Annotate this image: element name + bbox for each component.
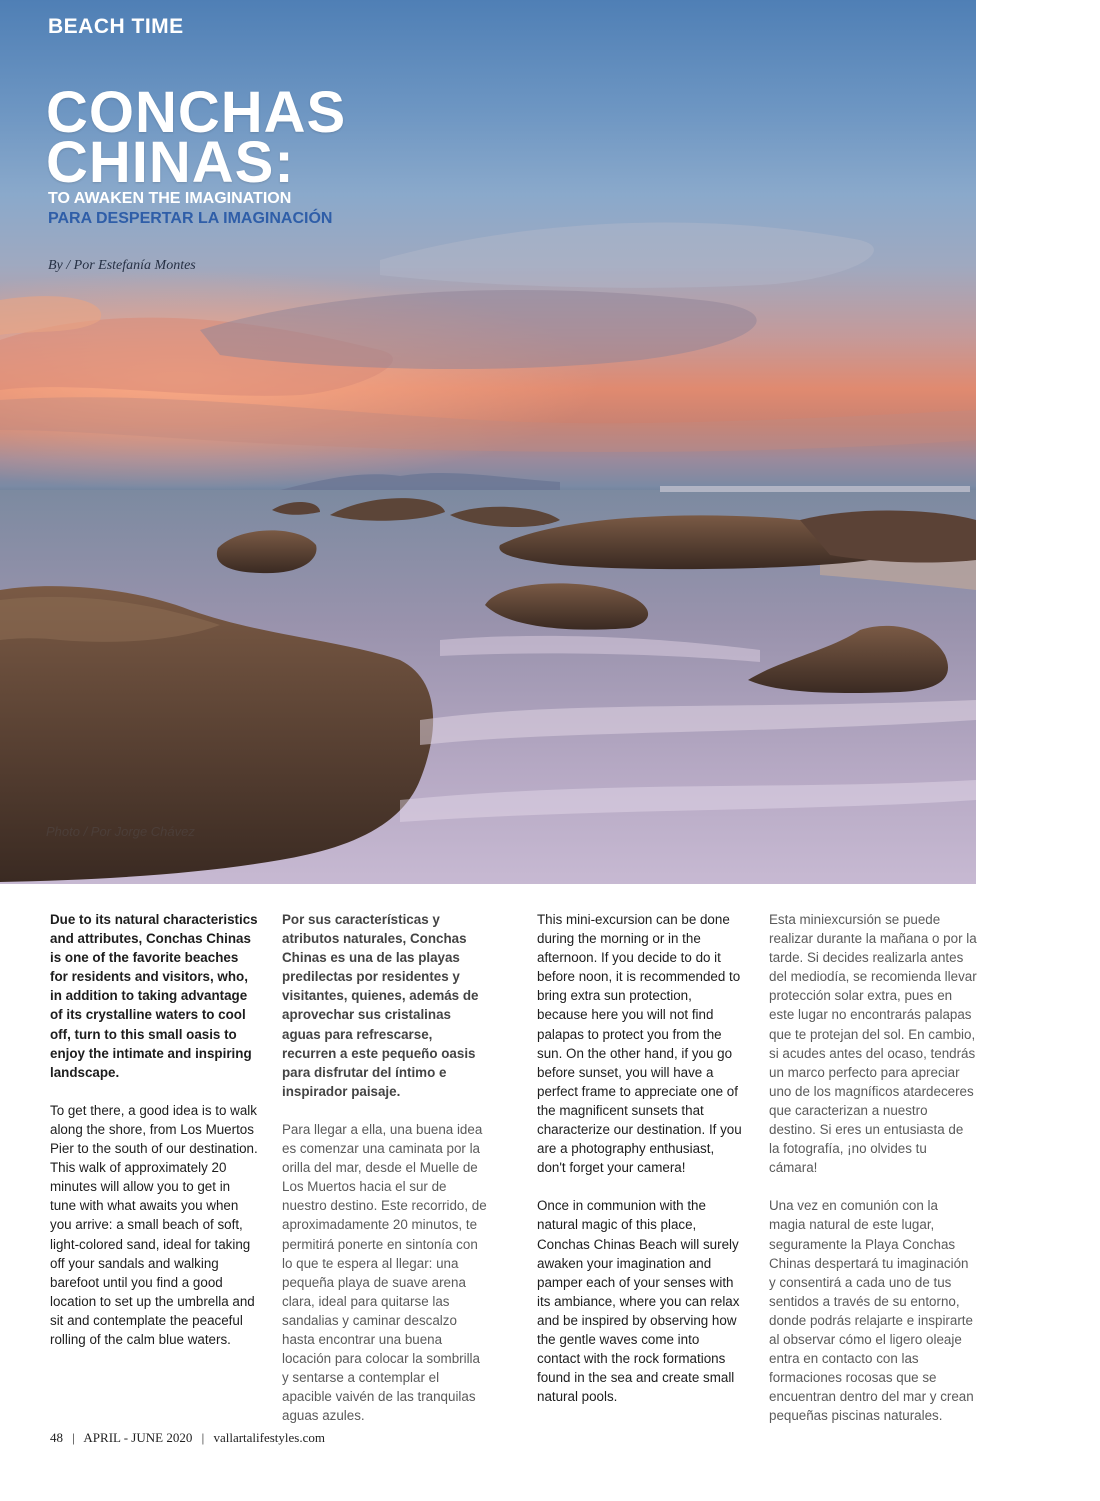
body-paragraph: Esta miniexcursión se puede realizar durante la mañana o por la tarde. Si decides realizarla antes del mediodía, se recomienda llevar protección solar extra, pues en este lugar no encontrarás palapas que te protejan del sol. En cambio, si acudes antes del ocaso, tendrás un marco perfecto para apreciar uno de los magníficos atardeceres que caracterizan a nuestro destino. Si eres un entusiasta de la fotografía, ¡no olvides tu cámara! <box>769 912 977 1176</box>
lead-paragraph-english: Due to its natural characteristics and attributes, Conchas Chinas is one of the favorite beaches for residents and visitors, who, in addition to taking advantage of its crystalline waters to cool off, turn to this small oasis to enjoy the intimate and inspiring landscape. <box>50 912 258 1080</box>
headline-line-2: CHINAS: <box>46 130 295 195</box>
website-link[interactable]: vallartalifestyles.com <box>213 1430 325 1445</box>
footer-separator: | <box>72 1430 75 1445</box>
column-english-continued <box>537 910 745 1425</box>
column-english-intro <box>50 910 258 1368</box>
page-number: 48 <box>50 1430 63 1445</box>
body-paragraph: Once in communion with the natural magic of this place, Conchas Chinas Beach will surely awaken your imagination and pamper each of your senses with its ambiance, where you can relax and be inspired by observing how the gentle waves come into contact with the rock formations found in the sea and create small natural pools. <box>537 1198 740 1405</box>
article-headline <box>46 80 347 195</box>
subtitle-spanish: PARA DESPERTAR LA IMAGINACIÓN <box>48 210 333 227</box>
column-spanish-continued <box>769 910 977 1444</box>
column-spanish-intro <box>282 910 490 1444</box>
headline-line-1: CONCHAS <box>46 80 347 145</box>
body-paragraph: This mini-excursion can be done during the morning or in the afternoon. If you decide to do it before noon, it is recommended to bring extra sun protection, because here you will not find palapas to protect you from the sun. On the other hand, if you go before sunset, you will have a perfect frame to appreciate one of the magnificent sunsets that characterize our destination. If you are a photography enthusiast, don't forget your camera! <box>537 912 742 1176</box>
issue-date: APRIL - JUNE 2020 <box>83 1430 193 1445</box>
section-label: BEACH TIME <box>48 15 184 38</box>
body-paragraph: Para llegar a ella, una buena idea es comenzar una caminata por la orilla del mar, desde el Muelle de Los Muertos hacia el sur de nuestro destino. Este recorrido, de aproximadamente 20 minutos, te permitirá ponerte en sintonía con lo que te espera al llegar: una pequeña playa de suave arena clara, ideal para quitarse las sandalias y caminar descalzo hasta encontrar una buena locación para colocar la sombrilla y sentarse a contemplar el apacible vaivén de las tranquilas aguas azules. <box>282 1121 487 1424</box>
lead-paragraph-spanish: Por sus características y atributos naturales, Conchas Chinas es una de las playas predilectas por residentes y visitantes, quienes, además de aprovechar sus cristalinas aguas para refrescarse, recurren a este pequeño oasis para disfrutar del íntimo e inspirador paisaje. <box>282 912 479 1099</box>
page-footer <box>50 1430 331 1446</box>
footer-separator: | <box>201 1430 205 1445</box>
body-paragraph: Una vez en comunión con la magia natural de este lugar, seguramente la Playa Conchas Chinas despertará tu imaginación y consentirá a cada uno de tus sentidos a través de su entorno, donde podrás relajarte e inspirarte al observar cómo el ligero oleaje entra en contacto con las formaciones rocosas que se encuentran dentro del mar y crean pequeñas piscinas naturales. <box>769 1198 974 1424</box>
body-paragraph: To get there, a good idea is to walk along the shore, from Los Muertos Pier to the south of our destination. This walk of approximately 20 minutes will allow you to get in tune with what awaits you when you arrive: a small beach of soft, light-colored sand, ideal for taking off your sandals and walking barefoot until you find a good location to set up the umbrella and sit and contemplate the peaceful rolling of the calm blue waters. <box>50 1102 258 1347</box>
photo-credit: Photo / Por Jorge Chávez <box>46 824 195 839</box>
subtitle-english: TO AWAKEN THE IMAGINATION <box>48 190 292 207</box>
byline: By / Por Estefanía Montes <box>48 258 196 273</box>
